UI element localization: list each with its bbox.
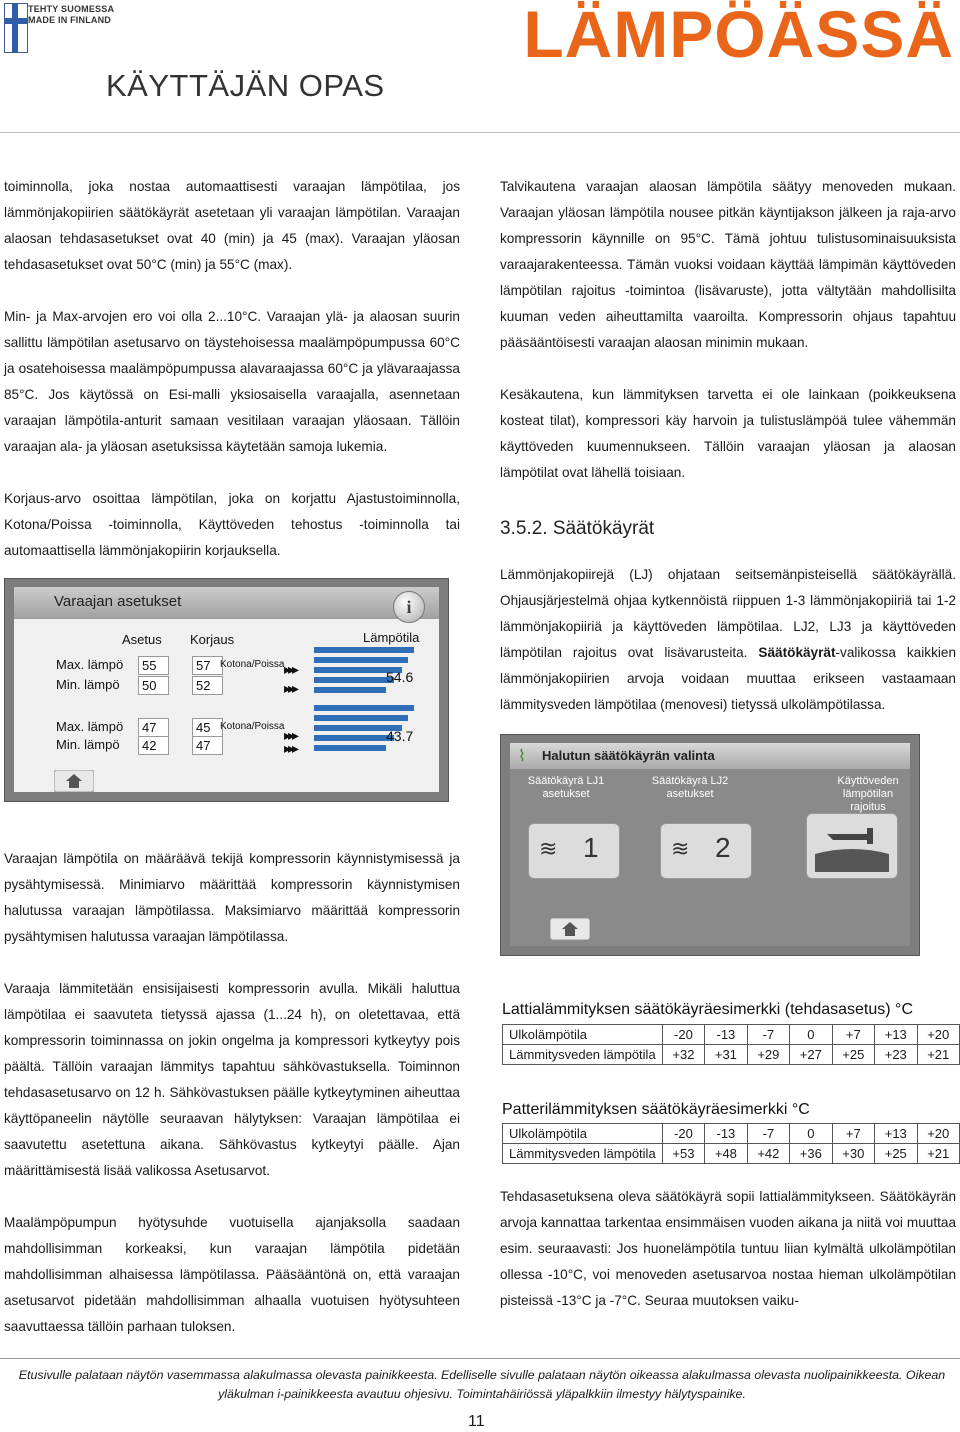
correction-value: 57 [192, 656, 223, 675]
paragraph: Lämmönjakopiirejä (LJ) ohjataan seitsemänpisteisellä säätökäyrällä. Ohjausjärjestelmä ohjaa kytkennöistä riippuen 1-3 lämmönjakopiiriä tai 1-2 lämmönjakopiiriä ja käyttöveden lämpötilaa. LJ2, LJ3 ja käyttöveden lämpötilan rajoitus ovat lisävarusteita. [500, 567, 956, 660]
table-cell: +13 [875, 1124, 917, 1144]
table-cell: +36 [790, 1144, 832, 1164]
paragraph: Maalämpöpumpun hyötysuhde vuotuisella ajanjaksolla saadaan mahdollisimman korkeaksi, kun varaajan lämpötila pidetään mahdollisimman alhaisessa lämpötilassa. Pääsääntönä on, että varaajan asetusarvot pidetään mahdollisimman alhaalla vuotuisen hyötysuhteen saavuttaessa tällöin parhaan tuloksen. [4, 1215, 460, 1334]
setting-value: 50 [138, 676, 169, 695]
table-cell: -20 [662, 1025, 704, 1045]
lj1-settings-label: Säätökäyrä LJ1 asetukset [527, 775, 605, 800]
arrow-icon: ▸▸▸ [284, 727, 297, 743]
table-row [503, 1144, 960, 1164]
tank-bar [314, 735, 394, 741]
tank-bar [314, 705, 414, 711]
tank-bar [314, 657, 408, 663]
radiator-icon: ≋ [671, 836, 690, 861]
circuit-number: 1 [583, 832, 599, 863]
col-temperature: Lämpötila [363, 630, 420, 645]
dhw-limit-label: Käyttöveden lämpötilan rajoitus [837, 775, 899, 813]
table-cell: +29 [747, 1045, 789, 1065]
lj2-settings-label: Säätökäyrä LJ2 asetukset [651, 775, 729, 800]
table-cell: -7 [747, 1124, 789, 1144]
paragraph: Varaaja lämmitetään ensisijaisesti kompressorin avulla. Mikäli haluttua lämpötilaa ei saavuteta tietyssä ajassa (1...24 h), on oletettavaa, että kompressorin toiminnassa on jokin ongelma ja kompressori kytkeytyy pois päältä. Tällöin varaajan lämmitys tapahtuu sähkövastuksella. Toiminnon tehdasasetusarvo on 12 h. Sähkövastuksen päälle kytkeytyminen aiheuttaa käyttöpaneelin näytölle seuraavan hälytyksen: Varaajan lämpötilaa ei saavutettu asetettuna aikana. Sähkövastus kytkeytyi päälle. Ajan määrittämisestä lisää valikossa Asetusarvot. [4, 981, 460, 1178]
radiator-2-button[interactable] [660, 823, 752, 879]
row-label: Max. lämpö [56, 657, 124, 672]
paragraph: Tehdasasetuksena oleva säätökäyrä sopii lattialämmitykseen. Säätökäyrän arvoja kannattaa tarkentaa ensimmäisen vuoden aikana ja niitä voi muuttaa esim. seuraavasti: Jos huonelämpötila tuntuu liian kylmältä ulkolämpötilan ollessa -10°C, voi menoveden asetusarvoa nostaa hieman ulkolämpötilan pisteissä -13°C ja -7°C. Seuraa muutoksen vaiku- [500, 1189, 956, 1308]
finnish-flag-icon [4, 3, 28, 53]
logo-line-2: MADE IN FINLAND [28, 15, 111, 25]
home-icon[interactable] [550, 918, 590, 940]
row-label: Ulkolämpötila [503, 1025, 663, 1045]
paragraph: Talvikautena varaajan alaosan lämpötila säätyy menoveden mukaan. Varaajan yläosan lämpötila nousee pitkän käyntijakson jälkeen ja raja-arvo kompressorin käynnille on 95°C. Tämä johtuu tulistusominaisuuksista varaajarakenteessa. Tämän vuoksi voidaan käyttää lämpimän käyttöveden lämpötilan rajoitus -toimintoa (lisävaruste), jotta vältytään mahdollisilta kuuman veden aiheuttamilta vaaroilta. Kompressorin ohjaus tapahtuu pääsääntöisesti varaajan alaosan minimin mukaan. [500, 179, 956, 350]
table-row [503, 1124, 960, 1144]
footer-divider [0, 1358, 960, 1359]
left-text-top [4, 174, 460, 564]
paragraph: Min- ja Max-arvojen ero voi olla 2...10°C. Varaajan ylä- ja alaosan suurin sallittu lämpötilan asetusarvo on täystehoisessa maalämpöpumpussa 60°C ja osatehoisessa maalämpöpumpussa alavaraajassa 60°C ja ylävaraajassa 85°C. Jos käytössä on Esi-malli yksiosaisella varaajalla, asennetaan varaajan lämpötila-anturit samaan vesitilaan varaajan yläosaan. Tällöin varaajan ala- ja yläosan asetuksissa käytetään samoja lukemia. [4, 309, 460, 454]
table-cell: -13 [705, 1025, 747, 1045]
screen-title-bar [510, 743, 910, 769]
table-cell: -7 [747, 1025, 789, 1045]
correction-value: 52 [192, 676, 223, 695]
table-cell: +30 [832, 1144, 874, 1164]
table-cell: -13 [705, 1124, 747, 1144]
right-text-top [500, 174, 956, 486]
table-cell: +25 [875, 1144, 917, 1164]
table-cell: +7 [832, 1124, 874, 1144]
mode-label: Kotona/Poissa [220, 721, 285, 732]
paragraph: Varaajan lämpötila on määräävä tekijä kompressorin käynnistymisessä ja pysähtymisessä. Minimiarvo määrittää kompressorin käynnistymisen halutussa varaajan lämpötilassa. Maksimiarvo määrittää kompressorin pysähtymisen halutussa varaajan lämpötilassa. [4, 851, 460, 944]
upper-temp: 54.6 [386, 669, 414, 685]
tank-bar [314, 677, 394, 683]
table-cell: +7 [832, 1025, 874, 1045]
paragraph: Korjaus-arvo osoittaa lämpötilan, joka on korjattu Ajastustoiminnolla, Kotona/Poissa -toiminnolla, Käyttöveden tehostus -toiminnolla tai automaattisella lämmönjakopiirin korjauksella. [4, 491, 460, 558]
row-label: Min. lämpö [56, 677, 120, 692]
paragraph: Kesäkautena, kun lämmityksen tarvetta ei ole lainkaan (poikkeuksena kosteat tilat), kompressori käy harvoin ja tulistuslämpöä tulee vähemmän käyttöveden kuumennukseen. Tällöin varaajan yläosan ja alaosan lämpötilat ovat lähellä toisiaan. [500, 387, 956, 480]
page-number: 11 [468, 1413, 485, 1430]
table-row [503, 1045, 960, 1065]
setting-value: 42 [138, 736, 169, 755]
screen-title: Halutun säätökäyrän valinta [542, 748, 715, 763]
tank-settings-screenshot [4, 578, 449, 802]
paragraph: toiminnolla, joka nostaa automaattisesti varaajan lämpötilaa, jos lämmönjakopiirien säätökäyrät asetetaan yli varaajan lämpötilan. Varaajan alaosan tehdasasetukset ovat 40 (min) ja 45 (max). Varaajan yläosan tehdasasetukset ovat 50°C (min) ja 55°C (max). [4, 179, 460, 272]
table-cell: +20 [917, 1025, 960, 1045]
tap-water-button[interactable] [806, 813, 898, 879]
radiator-icon: ≋ [539, 836, 558, 861]
header-divider [0, 132, 960, 133]
table-cell: +48 [705, 1144, 747, 1164]
left-text-bottom [4, 846, 460, 1340]
table-cell: +13 [875, 1025, 917, 1045]
row-label: Lämmitysveden lämpötila [503, 1045, 663, 1065]
home-icon [54, 770, 94, 792]
col-correction: Korjaus [190, 632, 235, 647]
bold-term: Säätökäyrät [758, 645, 836, 660]
row-label: Min. lämpö [56, 737, 120, 752]
section-heading: 3.5.2. Säätökäyrät [500, 518, 655, 539]
table-cell: +53 [662, 1144, 704, 1164]
tank-bar [314, 647, 414, 653]
arrow-icon: ▸▸▸ [284, 680, 297, 696]
table-cell: +23 [875, 1045, 917, 1065]
setting-value: 55 [138, 656, 169, 675]
table-cell: 0 [790, 1025, 832, 1045]
table-title: Patterilämmityksen säätökäyräesimerkki °C [502, 1101, 810, 1118]
table-cell: +25 [832, 1045, 874, 1065]
logo-line-1: TEHTY SUOMESSA [28, 4, 115, 14]
curve-icon: ⌇ [518, 748, 526, 765]
table-row [503, 1025, 960, 1045]
footer-note: Etusivulle palataan näytön vasemmassa alakulmassa olevasta painikkeesta. Edelliselle sivulle palataan näytön oikeassa alakulmassa olevasta nuolipainikkeesta. Oikean yläkulman i-painikkeesta avautuu ohjesivu. Toimintahäiriössä yläpalkkiin ilmestyy hälytyspainike. [18, 1368, 946, 1401]
row-label: Lämmitysveden lämpötila [503, 1144, 663, 1164]
table-cell: 0 [790, 1124, 832, 1144]
paragraph-rest: -valikossa kaikkien lämmönjakopiirien arvoja voidaan muuttaa erikseen vastaamaan lämmitysveden lämpötilaa (menovesi) tietyssä ulkolämpötilassa. [500, 645, 957, 712]
document-title: KÄYTTÄJÄN OPAS [106, 68, 385, 103]
made-in-finland-logo [28, 4, 114, 26]
row-label: Ulkolämpötila [503, 1124, 663, 1144]
setting-value: 47 [138, 718, 169, 737]
table-cell: -20 [662, 1124, 704, 1144]
row-label: Max. lämpö [56, 719, 124, 734]
table-cell: +21 [917, 1144, 960, 1164]
table-cell: +31 [705, 1045, 747, 1065]
correction-value: 47 [192, 736, 223, 755]
floor-heating-curve-table [502, 1024, 960, 1065]
table-title: Lattialämmityksen säätökäyräesimerkki (tehdasasetus) °C [502, 1001, 913, 1018]
mode-label: Kotona/Poissa [220, 659, 285, 670]
lower-temp: 43.7 [386, 728, 414, 744]
right-text-bottom [500, 1184, 956, 1314]
radiator-heating-curve-table [502, 1123, 960, 1164]
arrow-icon: ▸▸▸ [284, 740, 297, 756]
right-text-mid [500, 562, 956, 718]
circuit-number: 2 [715, 832, 731, 863]
table-cell: +20 [917, 1124, 960, 1144]
table-cell: +32 [662, 1045, 704, 1065]
info-icon: i [393, 591, 425, 623]
screen-title-bar [14, 587, 439, 619]
brand-logo: LÄMPÖÄSSÄ [523, 0, 954, 71]
table-cell: +21 [917, 1045, 960, 1065]
table-cell: +27 [790, 1045, 832, 1065]
arrow-icon: ▸▸▸ [284, 661, 297, 677]
table-cell: +42 [747, 1144, 789, 1164]
tap-icon [807, 814, 897, 878]
curve-selection-screenshot [500, 734, 920, 956]
correction-value: 45 [192, 718, 223, 737]
col-setting: Asetus [122, 632, 162, 647]
radiator-1-button[interactable] [528, 823, 620, 879]
tank-bar [314, 687, 386, 693]
screen-title: Varaajan asetukset [54, 593, 182, 610]
tank-bar [314, 715, 408, 721]
tank-bar [314, 745, 386, 751]
